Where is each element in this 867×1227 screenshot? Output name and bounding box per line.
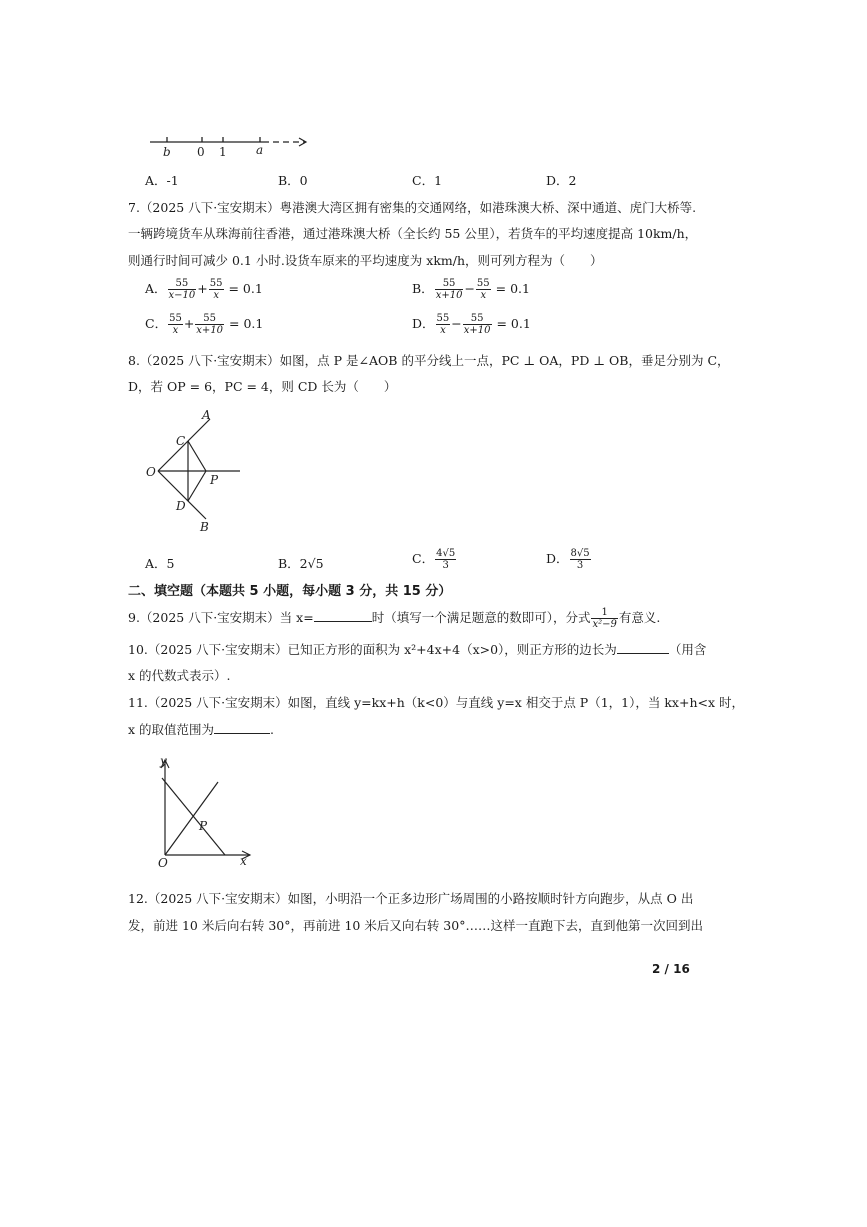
q7-stem-line3: 则通行时间可减少 0.1 小时.设货车原来的平均速度为 xkm/h，则可列方程为（ ）	[128, 253, 603, 268]
q7-stem-line1: 7.（2025 八下·宝安期末）粤港澳大湾区拥有密集的交通网络，如港珠澳大桥、深中通道、虎门大桥等.	[128, 200, 697, 215]
q7-stem-line2: 一辆跨境货车从珠海前往香港，通过港珠澳大桥（全长约 55 公里），若货车的平均速度提高 10km/h，	[128, 226, 698, 241]
q7-option-a: A． $\frac{55}{x-10}$ + $\frac{55}{x}$ = 0.1	[145, 278, 263, 301]
q8-option-a: A．5	[145, 556, 175, 571]
figure-label-a: A	[202, 408, 211, 422]
q8-option-b: B．2√5	[278, 556, 324, 571]
axis-label-x: x	[240, 854, 247, 868]
q11-stem-line1: 11.（2025 八下·宝安期末）如图，直线 y=kx+h（k<0）与直线 y=x 相交于点 P（1，1），当 kx+h<x 时，	[128, 695, 744, 710]
origin-label: O	[158, 856, 168, 870]
q6-option-c: C．1	[412, 173, 443, 188]
q8-stem-line2: D，若 OP = 6，PC = 4，则 CD 长为（ ）	[128, 379, 397, 394]
q7-option-b: B． $\frac{55}{x+10}$ − $\frac{55}{x}$ = 0.1	[412, 278, 530, 301]
q9-answer-blank[interactable]	[314, 621, 372, 622]
q6-option-b: B．0	[278, 173, 308, 188]
line-graph-figure	[150, 755, 260, 870]
q7-option-c: C． $\frac{55}{x}$ + $\frac{55}{x+10}$ = 0.1	[145, 313, 264, 336]
q8-option-d: D． $\frac{8√5}{3}$	[546, 548, 590, 571]
axis-label-y: y	[160, 755, 167, 768]
numberline-label-1: 1	[219, 145, 227, 159]
page-number: 2 / 16	[652, 962, 690, 976]
q10-stem-line1: 10.（2025 八下·宝安期末）已知正方形的面积为 x²+4x+4（x>0），则正方形的边长为 （用含	[128, 642, 707, 657]
q11-stem-line2: x 的取值范围为 .	[128, 722, 275, 737]
figure-label-c: C	[176, 434, 186, 448]
numberline-label-b: b	[163, 145, 171, 159]
q8-option-c: C． $\frac{4√5}{3}$	[412, 548, 456, 571]
q7-option-d: D． $\frac{55}{x}$ − $\frac{55}{x+10}$ = 0.1	[412, 313, 531, 336]
numberline-label-a: a	[256, 143, 264, 157]
section-title: 二、填空题（本题共 5 小题，每小题 3 分，共 15 分）	[128, 584, 452, 599]
q10-answer-blank[interactable]	[617, 653, 669, 654]
number-line-figure	[145, 132, 315, 162]
point-label-p: P	[199, 819, 208, 833]
angle-bisector-figure	[140, 405, 250, 535]
q12-stem-line2: 发，前进 10 米后向右转 30°，再前进 10 米后又向右转 30°……这样一直跑下去，直到他第一次回到出	[128, 918, 703, 933]
q10-stem-line2: x 的代数式表示）.	[128, 668, 231, 683]
q6-option-a: A．-1	[145, 173, 179, 188]
q8-stem-line1: 8.（2025 八下·宝安期末）如图，点 P 是∠AOB 的平分线上一点，PC ⊥ OA，PD ⊥ OB，垂足分别为 C，	[128, 353, 730, 368]
q12-stem-line1: 12.（2025 八下·宝安期末）如图，小明沿一个正多边形广场周围的小路按顺时针方向跑步，从点 O 出	[128, 891, 694, 906]
figure-label-p: P	[210, 473, 219, 487]
q6-option-d: D．2	[546, 173, 577, 188]
figure-label-o: O	[146, 465, 156, 479]
figure-label-d: D	[176, 499, 186, 513]
q9-stem: 9.（2025 八下·宝安期末）当 x= 时（填写一个满足题意的数即可），分式 $\frac{1}{\text{x²−9}}$ 有意义.	[128, 607, 661, 630]
numberline-label-0: 0	[197, 145, 205, 159]
figure-label-b: B	[200, 520, 209, 534]
q11-answer-blank[interactable]	[214, 733, 270, 734]
